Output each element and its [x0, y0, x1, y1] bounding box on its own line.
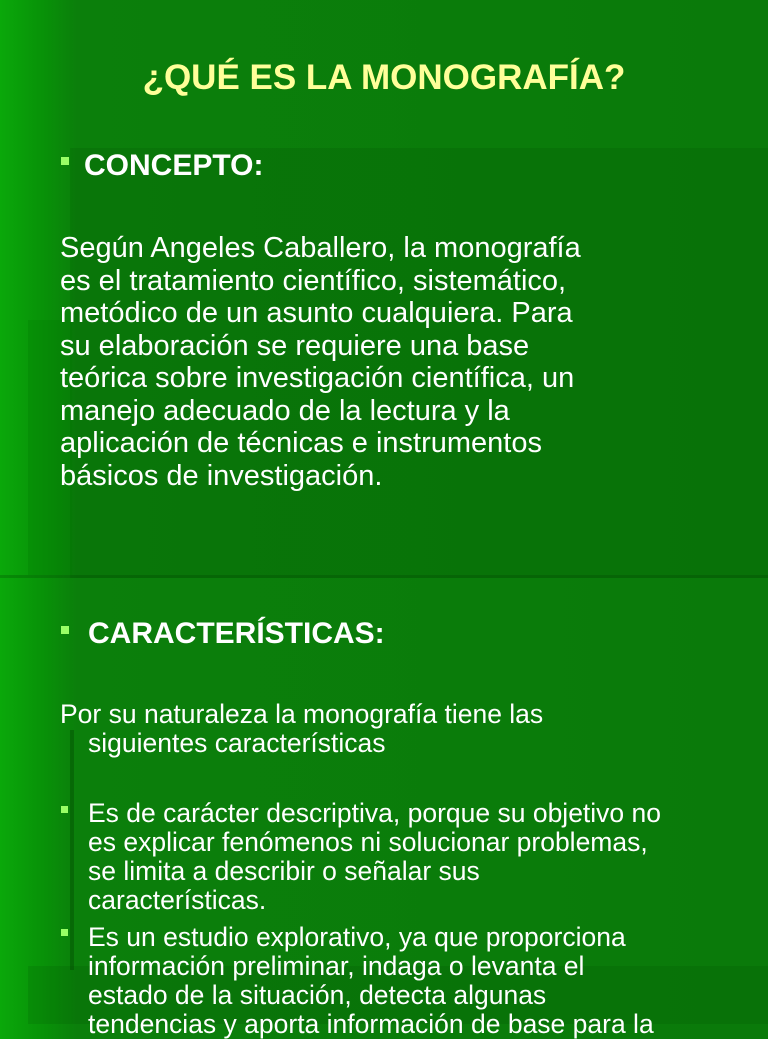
- concept-paragraph: [60, 232, 581, 492]
- characteristic-item: [88, 923, 654, 1039]
- background-stripe: [70, 730, 74, 970]
- slide-title: ¿QUÉ ES LA MONOGRAFÍA?: [142, 58, 626, 97]
- characteristic-item: [88, 799, 661, 915]
- item-line: Es de carácter descriptiva, porque su objetivo no: [88, 798, 662, 828]
- intro-line: Por su naturaleza la monografía tiene las: [60, 699, 544, 729]
- characteristics-intro: [60, 700, 543, 758]
- concept-line: manejo adecuado de la lectura y la: [60, 394, 510, 427]
- item-line: información preliminar, indaga o levanta el: [88, 951, 585, 981]
- bullet-icon: [61, 157, 69, 165]
- item-line: Es un estudio explorativo, ya que proporciona: [88, 922, 626, 952]
- concept-line: es el tratamiento científico, sistemático,: [60, 264, 567, 297]
- item-line: tendencias y aporta información de base para la: [88, 1009, 654, 1039]
- bullet-icon: [61, 626, 69, 634]
- background-divider: [0, 575, 768, 578]
- item-line: se limita a describir o señalar sus: [88, 856, 480, 886]
- concept-line: aplicación de técnicas e instrumentos: [60, 427, 542, 459]
- item-line: estado de la situación, detecta algunas: [88, 980, 547, 1010]
- concept-line: Según Angeles Caballero, la monografía: [60, 232, 581, 264]
- concept-line: metódico de un asunto cualquiera. Para: [60, 297, 573, 329]
- item-line: es explicar fenómenos ni solucionar problemas,: [88, 827, 648, 857]
- intro-line: siguientes características: [88, 728, 386, 758]
- bullet-icon: [61, 929, 68, 936]
- concept-line: teórica sobre investigación científica, un: [60, 362, 575, 394]
- bullet-icon: [61, 806, 68, 813]
- item-line: características.: [88, 885, 267, 915]
- characteristics-heading: CARACTERÍSTICAS:: [88, 617, 385, 650]
- concept-line: básicos de investigación.: [60, 459, 383, 492]
- concept-heading: CONCEPTO:: [84, 149, 264, 182]
- concept-line: su elaboración se requiere una base: [60, 329, 530, 362]
